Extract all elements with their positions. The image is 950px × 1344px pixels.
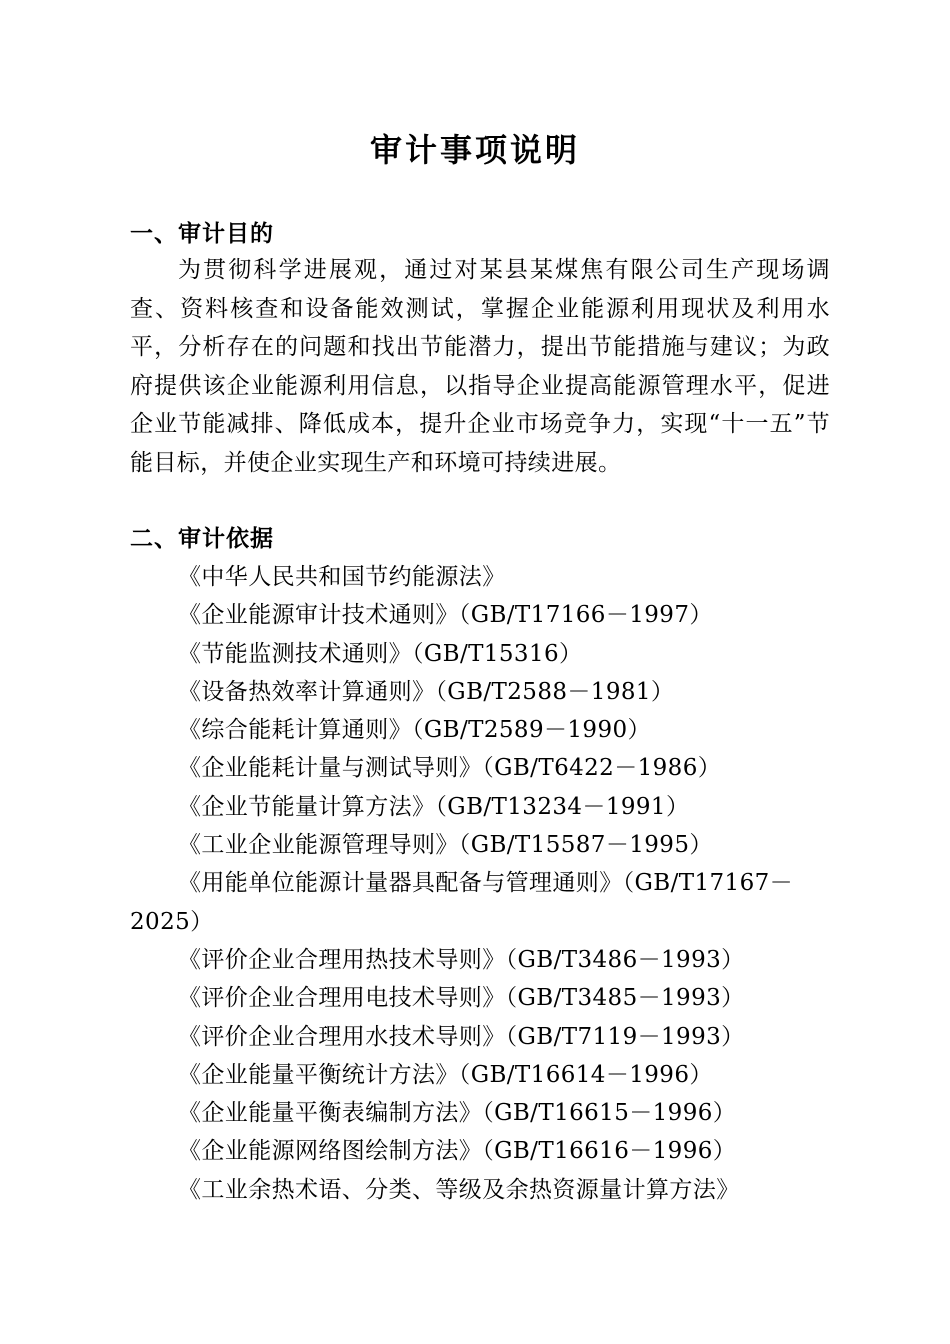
reference-item: 《节能监测技术通则》（GB/T15316） [178,640,583,667]
section-heading-purpose: 一、审计目的 [130,221,274,247]
reference-item: 《企业能源审计技术通则》（GB/T17166－1997） [178,602,713,629]
reference-list [130,558,830,1209]
reference-item: 《评价企业合理用热技术导则》（GB/T3486－1993） [178,946,745,973]
reference-item: 《企业能源网络图绘制方法》（GB/T16616－1996） [178,1138,737,1165]
reference-item: 《企业能量平衡表编制方法》（GB/T16615－1996） [178,1100,737,1127]
page-title: 审计事项说明 [369,131,580,169]
reference-item: 《工业企业能源管理导则》（GB/T15587－1995） [178,832,713,859]
reference-item: 《企业能耗计量与测试导则》（GB/T6422－1986） [178,755,722,782]
purpose-paragraph: 为贯彻科学进展观，通过对某县某煤焦有限公司生产现场调查、资料核查和设备能效测试，掌握企业能源利用现状及利用水平，分析存在的问题和找出节能潜力，提出节能措施与建议；为政府提供该企业能源利用信息，以指导企业提高能源管理水平，促进企业节能减排、降低成本，提升企业市场竞争力，实现“十一五”节能目标，并使企业实现生产和环境可持续进展。 [130,257,830,476]
reference-item: 《综合能耗计算通则》（GB/T2589－1990） [178,717,651,744]
section-heading-basis: 二、审计依据 [130,526,274,552]
reference-item: 《中华人民共和国节约能源法》 [178,564,506,590]
reference-item: 《设备热效率计算通则》（GB/T2588－1981） [178,678,675,705]
reference-item: 《企业能量平衡统计方法》（GB/T16614－1996） [178,1061,713,1088]
reference-item: 《评价企业合理用电技术导则》（GB/T3485－1993） [178,985,745,1012]
reference-item: 《用能单位能源计量器具配备与管理通则》（GB/T17167－2025） [130,870,794,935]
reference-item: 《工业余热术语、分类、等级及余热资源量计算方法》 [178,1176,740,1203]
reference-item: 《评价企业合理用水技术导则》（GB/T7119－1993） [178,1023,745,1050]
reference-item: 《企业节能量计算方法》（GB/T13234－1991） [178,793,690,820]
